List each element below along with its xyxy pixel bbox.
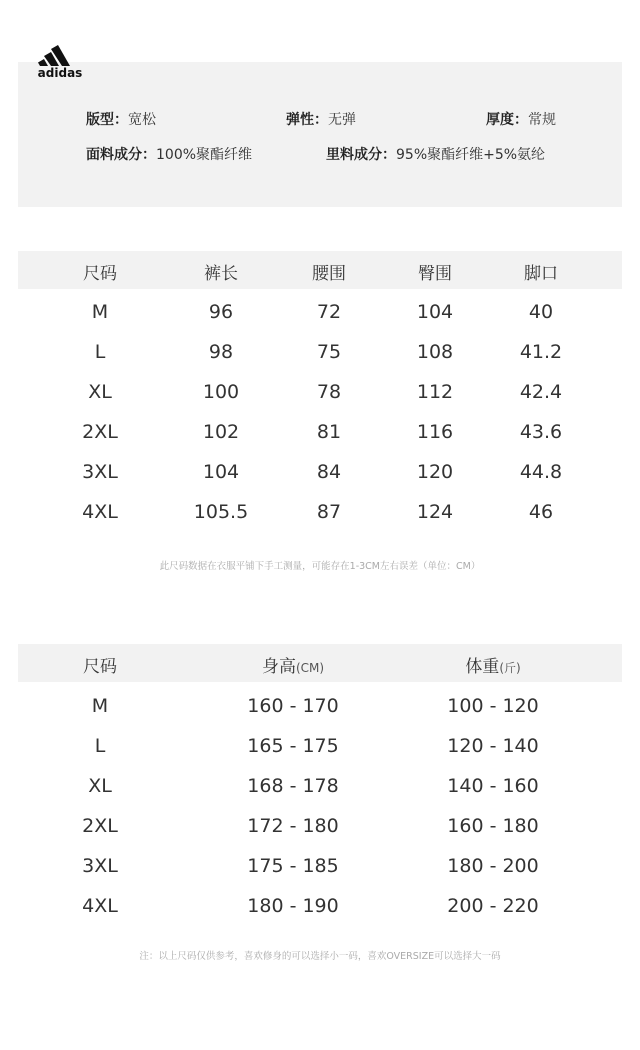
fit-table-cell: L: [94, 735, 106, 757]
fit-table-header-cell: [262, 652, 324, 677]
size-table-cell: 108: [416, 341, 454, 363]
size-table-cell: 72: [316, 301, 342, 323]
size-table-cell: 104: [416, 301, 454, 323]
size-table-cell: 2XL: [82, 421, 118, 443]
size-table-header-cell: 尺码: [83, 264, 117, 284]
shell-fabric-label: 面料成分：: [86, 147, 156, 163]
brand-logo-text: adidas: [37, 66, 83, 80]
size-table-cell: 105.5: [193, 501, 249, 523]
size-table-cell: 120: [416, 461, 454, 483]
fit-table-header-cell: [83, 652, 117, 677]
adidas-three-stripes-icon: [38, 44, 82, 66]
fit-table-cell: 160 - 170: [247, 695, 339, 717]
fit-table-header-label: 身高: [261, 657, 296, 677]
lining-fabric-label: 里料成分：: [326, 147, 396, 163]
thickness-label: 厚度：: [486, 112, 528, 128]
size-table-cell: 104: [202, 461, 240, 483]
fit-label: 版型：: [86, 112, 128, 128]
size-table-note: 此尺码数据在衣服平铺下手工测量，可能存在1-3CM左右误差（单位：CM）: [159, 561, 481, 572]
size-table-cell: 116: [416, 421, 454, 443]
shell-fabric-attribute: [86, 144, 252, 164]
size-table-cell: 84: [316, 461, 342, 483]
size-table-cell: 44.8: [519, 461, 563, 483]
thickness-value: 常规: [528, 112, 556, 128]
size-table-cell: L: [94, 341, 106, 363]
adidas-logo: [34, 44, 86, 84]
fit-table-cell: 100 - 120: [447, 695, 539, 717]
stretch-label: 弹性：: [286, 112, 328, 128]
size-table-cell: 102: [202, 421, 240, 443]
size-table-header-cell: 脚口: [524, 264, 558, 284]
size-table-cell: 41.2: [519, 341, 563, 363]
size-table-cell: 3XL: [82, 461, 118, 483]
size-table-cell: 96: [208, 301, 234, 323]
fit-table-header-unit: (斤): [499, 661, 521, 675]
fit-table-cell: 140 - 160: [447, 775, 539, 797]
size-table-cell: 78: [316, 381, 342, 403]
fit-table-header-unit: (CM): [295, 661, 325, 675]
size-table-cell: M: [91, 301, 109, 323]
stretch-value: 无弹: [328, 112, 356, 128]
fit-value: 宽松: [128, 112, 156, 128]
fit-table-cell: 180 - 200: [447, 855, 539, 877]
fit-table-cell: M: [91, 695, 109, 717]
size-table-header-cell: 腰围: [312, 264, 346, 284]
fit-table-header-cell: [465, 652, 520, 677]
size-table-cell: 81: [316, 421, 342, 443]
lining-fabric-value: 95%聚酯纤维+5%氨纶: [396, 147, 546, 163]
fit-table-cell: 3XL: [82, 855, 118, 877]
size-table-cell: 100: [202, 381, 240, 403]
fit-table-note: 注：以上尺码仅供参考，喜欢修身的可以选择小一码，喜欢OVERSIZE可以选择大一码: [139, 951, 501, 962]
size-table-cell: 87: [316, 501, 342, 523]
fit-table-header-label: 体重: [465, 657, 500, 677]
size-table-cell: 46: [528, 501, 554, 523]
fit-table-cell: 165 - 175: [247, 735, 339, 757]
size-table-cell: 98: [208, 341, 234, 363]
fit-table-header-label: 尺码: [83, 657, 117, 677]
fit-table-cell: 172 - 180: [247, 815, 339, 837]
size-table-cell: 75: [316, 341, 342, 363]
shell-fabric-value: 100%聚酯纤维: [156, 147, 253, 163]
fit-table-cell: 120 - 140: [447, 735, 539, 757]
size-table-cell: 42.4: [519, 381, 563, 403]
thickness-attribute: [486, 109, 556, 129]
product-info-panel: [18, 62, 622, 207]
stretch-attribute: [286, 109, 356, 129]
size-table-cell: 43.6: [519, 421, 563, 443]
fit-table-cell: XL: [88, 775, 112, 797]
lining-fabric-attribute: [326, 144, 545, 164]
size-table-cell: 40: [528, 301, 554, 323]
fit-table-cell: 175 - 185: [247, 855, 339, 877]
fit-table-cell: 160 - 180: [447, 815, 539, 837]
size-table-cell: 124: [416, 501, 454, 523]
fit-table-cell: 180 - 190: [247, 895, 339, 917]
size-table-cell: XL: [88, 381, 112, 403]
fit-table-cell: 4XL: [82, 895, 118, 917]
fit-table-cell: 168 - 178: [247, 775, 339, 797]
fit-table-cell: 200 - 220: [447, 895, 539, 917]
fit-attribute: [86, 109, 156, 129]
fit-table-cell: 2XL: [82, 815, 118, 837]
size-table-header-cell: 臀围: [418, 264, 452, 284]
size-table-cell: 112: [416, 381, 454, 403]
size-table-cell: 4XL: [82, 501, 118, 523]
size-table-header-cell: 裤长: [204, 264, 238, 284]
